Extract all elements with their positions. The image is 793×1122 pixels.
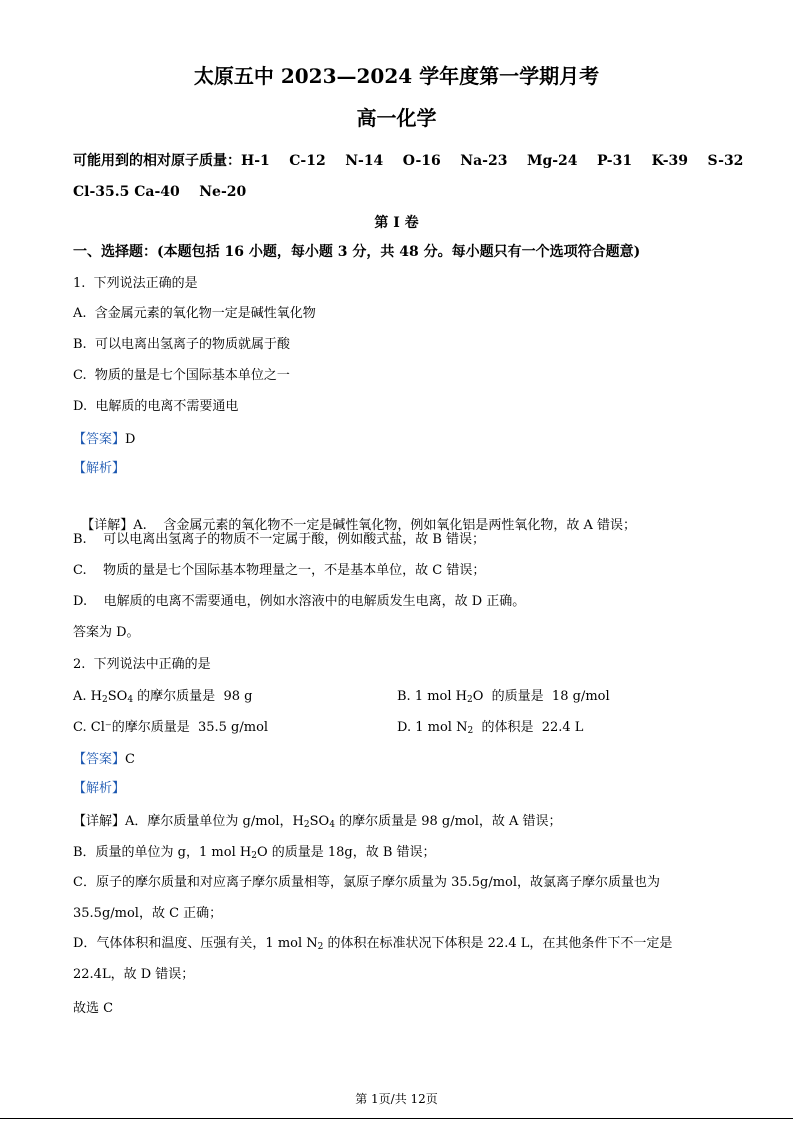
q2-detail-d1: [73, 935, 672, 956]
text: O 的质量是 18g，故 B 错误；: [256, 845, 436, 860]
subscript: 2: [467, 695, 473, 705]
text: B. 1 mol H: [397, 689, 468, 704]
text: D．气体体积和温度、压强有关，1 mol N: [73, 936, 318, 951]
subscript: 2: [251, 851, 257, 861]
text: 的摩尔质量是 98 g/mol，故 A 错误；: [334, 814, 562, 829]
text: 的摩尔质量是 98 g: [133, 689, 253, 704]
text: A．摩尔质量单位为 g/mol，H: [125, 814, 304, 829]
q1-stem: 1. 下列说法正确的是: [73, 276, 198, 291]
subscript: 2: [303, 820, 310, 830]
atomic-mass-line-1: [73, 152, 743, 170]
q1-detail-d: D. 电解质的电离不需要通电，例如水溶液中的电解质发生电离，故 D 正确。: [73, 594, 526, 609]
section-heading: 一、选择题：(本题包括 16 小题，每小题 3 分，共 48 分。每小题只有一个选项符合题意): [73, 244, 641, 260]
detail-text: A. 含金属元素的氧化物不一定是碱性氧化物，例如氧化铝是两性氧化物，故 A 错误；: [133, 518, 636, 533]
q2-option-d: [397, 719, 583, 740]
q2-conclusion: 故选 C: [73, 1001, 114, 1016]
atomic-mass-line-2: Cl-35.5 Ca-40 Ne-20: [73, 184, 247, 200]
q1-detail-a: [73, 499, 636, 535]
subscript: 2: [467, 726, 474, 736]
answer-tag: 【答案】: [73, 432, 126, 447]
q2-stem: 2. 下列说法中正确的是: [73, 657, 211, 672]
q1-answer: [73, 431, 135, 449]
q1-analysis-tag: 【解析】: [73, 461, 126, 476]
q1-conclusion: 答案为 D。: [73, 625, 140, 640]
text: SO: [309, 814, 330, 829]
q1-option-d: D. 电解质的电离不需要通电: [73, 399, 239, 414]
exam-title: 太原五中 2023—2024 学年度第一学期月考: [193, 64, 600, 88]
q2-option-b: [397, 688, 610, 709]
q2-option-a: [73, 688, 252, 709]
q1-detail-b: B. 可以电离出氢离子的物质不一定属于酸，例如酸式盐，故 B 错误；: [73, 532, 486, 547]
q2-analysis-tag: 【解析】: [73, 781, 126, 796]
subscript: 2: [102, 695, 108, 705]
q1-option-a: A. 含金属元素的氧化物一定是碱性氧化物: [73, 306, 316, 321]
q1-detail-c: C. 物质的量是七个国际基本物理量之一，不是基本单位，故 C 错误；: [73, 563, 486, 578]
text: 的体积是 22.4 L: [473, 720, 584, 735]
bottom-divider: [0, 1118, 793, 1119]
page-number: 第 1页/共 12页: [355, 1092, 438, 1106]
atomic-mass-values-1: H-1 C-12 N-14 O-16 Na-23 Mg-24 P-31 K-39 S-32: [241, 153, 744, 169]
q2-detail-b: [73, 844, 436, 865]
q2-detail-a: [73, 813, 562, 834]
subscript: 4: [329, 820, 335, 830]
text: 的体积在标准状况下体积是 22.4 L，在其他条件下不一定是: [323, 936, 673, 951]
answer-value: D: [125, 432, 136, 447]
text: SO: [107, 689, 128, 704]
subscript: 4: [127, 695, 134, 705]
subscript: 2: [317, 942, 324, 952]
q2-option-c: C. Cl⁻的摩尔质量是 35.5 g/mol: [73, 720, 269, 735]
answer-tag: 【答案】: [73, 752, 126, 767]
q2-detail-c1: C．原子的摩尔质量和对应离子摩尔质量相等，氯原子摩尔质量为 35.5g/mol，故氯离子摩尔质量也为: [73, 875, 661, 890]
text: O 的质量是 18 g/mol: [472, 689, 610, 704]
subject-title: 高一化学: [356, 106, 437, 130]
q2-answer: [73, 751, 135, 769]
answer-value: C: [125, 752, 135, 767]
atomic-mass-label: 可能用到的相对原子质量：: [73, 153, 241, 169]
volume-title: 第 I 卷: [374, 215, 419, 231]
q2-detail-d2: 22.4L，故 D 错误；: [73, 967, 195, 982]
text: B．质量的单位为 g，1 mol H: [73, 845, 252, 860]
q1-option-b: B. 可以电离出氢离子的物质就属于酸: [73, 337, 290, 352]
q1-option-c: C. 物质的量是七个国际基本单位之一: [73, 368, 290, 383]
text: A. H: [73, 689, 102, 704]
detail-tag: 【详解】: [73, 814, 126, 829]
text: D. 1 mol N: [397, 720, 468, 735]
q2-detail-c2: 35.5g/mol，故 C 正确；: [73, 906, 223, 921]
detail-tag: 【详解】: [81, 518, 134, 533]
